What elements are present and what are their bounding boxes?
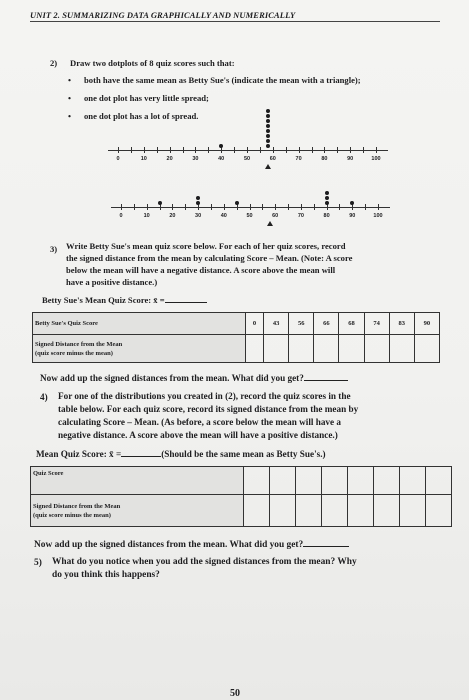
- q2-bullet-2: one dot plot has very little spread;: [84, 93, 209, 103]
- axis-tick: [172, 204, 173, 210]
- axis-tick: [211, 204, 212, 210]
- q4-score-row: [31, 467, 452, 495]
- q3-distance-row-label: Signed Distance from the Mean (quiz score minus the mean): [33, 335, 246, 363]
- data-dot: [266, 134, 270, 138]
- distance-cell[interactable]: [246, 335, 264, 363]
- distance-cell[interactable]: [322, 495, 348, 527]
- score-input-cell[interactable]: [244, 467, 270, 495]
- data-dot: [266, 124, 270, 128]
- axis-tick: [260, 147, 261, 153]
- q2-prompt: Draw two dotplots of 8 quiz scores such that:: [70, 58, 235, 68]
- q3-score-row-label: Betty Sue's Quiz Score: [33, 313, 246, 335]
- tick-label: 40: [218, 156, 225, 162]
- distance-cell[interactable]: [348, 495, 374, 527]
- score-input-cell[interactable]: [426, 467, 452, 495]
- q4-mean-label: Mean Quiz Score: x̄ = (Should be the same mean as Betty Sue's.): [36, 449, 326, 459]
- data-dot: [266, 119, 270, 123]
- axis-tick: [376, 147, 377, 153]
- axis-tick: [363, 147, 364, 153]
- distance-cell[interactable]: [400, 495, 426, 527]
- q4-distance-row: [31, 495, 452, 527]
- sum-answer-blank[interactable]: [304, 380, 348, 381]
- q5-line-2: do you think this happens?: [52, 570, 160, 580]
- axis-tick: [250, 204, 251, 210]
- axis-tick: [314, 204, 315, 210]
- score-input-cell[interactable]: [270, 467, 296, 495]
- q5-line-1: What do you notice when you add the signed distances from the mean? Why: [52, 557, 357, 567]
- bullet-icon: •: [68, 75, 72, 85]
- page-number: 50: [230, 688, 240, 699]
- tick-label: 0: [116, 156, 120, 162]
- q3-line-2: the signed distance from the mean by calculating Score – Mean. (Note: A score: [66, 253, 353, 263]
- tick-label: 70: [297, 213, 304, 219]
- axis-tick: [299, 147, 300, 153]
- q3-number: 3): [50, 244, 58, 254]
- tick-label: 100: [373, 213, 383, 219]
- q3-line-4: have a positive distance.): [66, 277, 158, 287]
- axis-tick: [170, 147, 171, 153]
- distance-cell[interactable]: [374, 495, 400, 527]
- tick-label: 20: [166, 156, 173, 162]
- score-cell: 83: [389, 313, 414, 335]
- q4-number: 4): [40, 392, 48, 402]
- tick-label: 0: [119, 213, 123, 219]
- axis-tick: [118, 147, 119, 153]
- tick-label: 40: [220, 213, 227, 219]
- q2-number: 2): [50, 58, 58, 68]
- score-cell: 66: [314, 313, 339, 335]
- score-input-cell[interactable]: [322, 467, 348, 495]
- q3-distance-row: [33, 335, 440, 363]
- tick-label: 60: [272, 213, 279, 219]
- axis-tick: [224, 204, 225, 210]
- data-dot: [158, 201, 162, 205]
- distance-cell[interactable]: [289, 335, 314, 363]
- q4-line-1: For one of the distributions you created in (2), record the quiz scores in the: [58, 391, 351, 401]
- score-cell: 74: [364, 313, 389, 335]
- data-dot: [235, 201, 239, 205]
- distance-cell[interactable]: [339, 335, 364, 363]
- axis-tick: [131, 147, 132, 153]
- tick-label: 100: [371, 156, 381, 162]
- axis-tick: [147, 204, 148, 210]
- q4-distance-table: [30, 466, 452, 527]
- q4-distance-row-label: Signed Distance from the Mean (quiz score minus the mean): [31, 495, 244, 527]
- axis-tick: [144, 147, 145, 153]
- data-dot: [266, 109, 270, 113]
- score-input-cell[interactable]: [374, 467, 400, 495]
- data-dot: [325, 201, 329, 205]
- axis-tick: [312, 147, 313, 153]
- number-line-axis: [111, 207, 390, 208]
- bullet-icon: •: [68, 111, 72, 121]
- axis-tick: [262, 204, 263, 210]
- axis-tick: [195, 147, 196, 153]
- tick-label: 50: [246, 213, 253, 219]
- q4-line-3: calculating Score – Mean. (As before, a score below the mean will have a: [58, 417, 341, 427]
- axis-tick: [273, 147, 274, 153]
- data-dot: [266, 139, 270, 143]
- distance-cell[interactable]: [426, 495, 452, 527]
- distance-cell[interactable]: [364, 335, 389, 363]
- axis-tick: [288, 204, 289, 210]
- q3-score-row: [33, 313, 440, 335]
- axis-tick: [121, 204, 122, 210]
- data-dot: [196, 196, 200, 200]
- axis-tick: [337, 147, 338, 153]
- tick-label: 80: [323, 213, 330, 219]
- axis-tick: [365, 204, 366, 210]
- distance-cell[interactable]: [296, 495, 322, 527]
- q3-line-1: Write Betty Sue's mean quiz score below. For each of her quiz scores, record: [66, 241, 346, 251]
- tick-label: 80: [321, 156, 328, 162]
- mean-answer-blank[interactable]: [165, 302, 207, 303]
- axis-tick: [275, 204, 276, 210]
- tick-label: 50: [243, 156, 251, 162]
- q4-mean-answer-blank[interactable]: [121, 456, 161, 457]
- tick-label: 60: [269, 156, 276, 162]
- q3-line-3: below the mean will have a negative distance. A score above the mean will: [66, 265, 336, 275]
- data-dot: [325, 196, 329, 200]
- axis-tick: [157, 147, 158, 153]
- axis-tick: [185, 204, 186, 210]
- mean-triangle-marker: [265, 164, 271, 169]
- q3-followup: Now add up the signed distances from the mean. What did you get?: [40, 372, 348, 384]
- score-cell: 56: [289, 313, 314, 335]
- data-dot: [196, 201, 200, 205]
- q2-bullet-1: both have the same mean as Betty Sue's (indicate the mean with a triangle);: [84, 75, 361, 85]
- q3-distance-table: [32, 312, 440, 363]
- axis-tick: [378, 204, 379, 210]
- score-cell: 0: [246, 313, 264, 335]
- axis-tick: [286, 147, 287, 153]
- score-cell: 68: [339, 313, 364, 335]
- distance-cell[interactable]: [389, 335, 414, 363]
- q5-number: 5): [34, 558, 42, 568]
- axis-tick: [301, 204, 302, 210]
- score-input-cell[interactable]: [400, 467, 426, 495]
- q4-line-4: negative distance. A score above the mean will have a positive distance.): [58, 430, 338, 440]
- tick-label: 20: [169, 213, 176, 219]
- header-rule: [30, 21, 440, 22]
- q4-sum-answer-blank[interactable]: [303, 546, 349, 547]
- mean-triangle-marker: [267, 221, 273, 226]
- axis-tick: [183, 147, 184, 153]
- tick-label: 90: [347, 156, 354, 162]
- data-dot: [219, 144, 223, 148]
- score-input-cell[interactable]: [348, 467, 374, 495]
- score-input-cell[interactable]: [296, 467, 322, 495]
- tick-label: 30: [195, 213, 202, 219]
- axis-tick: [350, 147, 351, 153]
- axis-tick: [234, 147, 235, 153]
- axis-tick: [208, 147, 209, 153]
- axis-tick: [339, 204, 340, 210]
- data-dot: [266, 114, 270, 118]
- distance-cell[interactable]: [314, 335, 339, 363]
- distance-cell[interactable]: [270, 495, 296, 527]
- bullet-icon: •: [68, 93, 72, 103]
- score-cell: 90: [414, 313, 439, 335]
- data-dot: [350, 201, 354, 205]
- distance-cell[interactable]: [414, 335, 439, 363]
- score-cell: 43: [264, 313, 289, 335]
- q2-bullet-3: one dot plot has a lot of spread.: [84, 111, 199, 121]
- data-dot: [266, 144, 270, 148]
- tick-label: 30: [192, 156, 199, 162]
- data-dot: [325, 191, 329, 195]
- q4-line-2: table below. For each quiz score, record its signed distance from the mean by: [58, 404, 359, 414]
- distance-cell[interactable]: [244, 495, 270, 527]
- distance-cell[interactable]: [264, 335, 289, 363]
- number-line-axis: [108, 150, 388, 151]
- unit-title: UNIT 2. SUMMARIZING DATA GRAPHICALLY AND NUMERICALLY: [30, 10, 296, 20]
- q4-score-row-label: Quiz Score: [31, 467, 244, 495]
- tick-label: 90: [349, 213, 356, 219]
- tick-label: 10: [140, 156, 147, 162]
- axis-tick: [134, 204, 135, 210]
- data-dot: [266, 129, 270, 133]
- q3-mean-label: Betty Sue's Mean Quiz Score: x̄ =: [42, 294, 207, 306]
- tick-label: 10: [143, 213, 150, 219]
- q4-followup: Now add up the signed distances from the mean. What did you get?: [34, 539, 349, 551]
- axis-tick: [324, 147, 325, 153]
- axis-tick: [247, 147, 248, 153]
- tick-label: 70: [295, 156, 302, 162]
